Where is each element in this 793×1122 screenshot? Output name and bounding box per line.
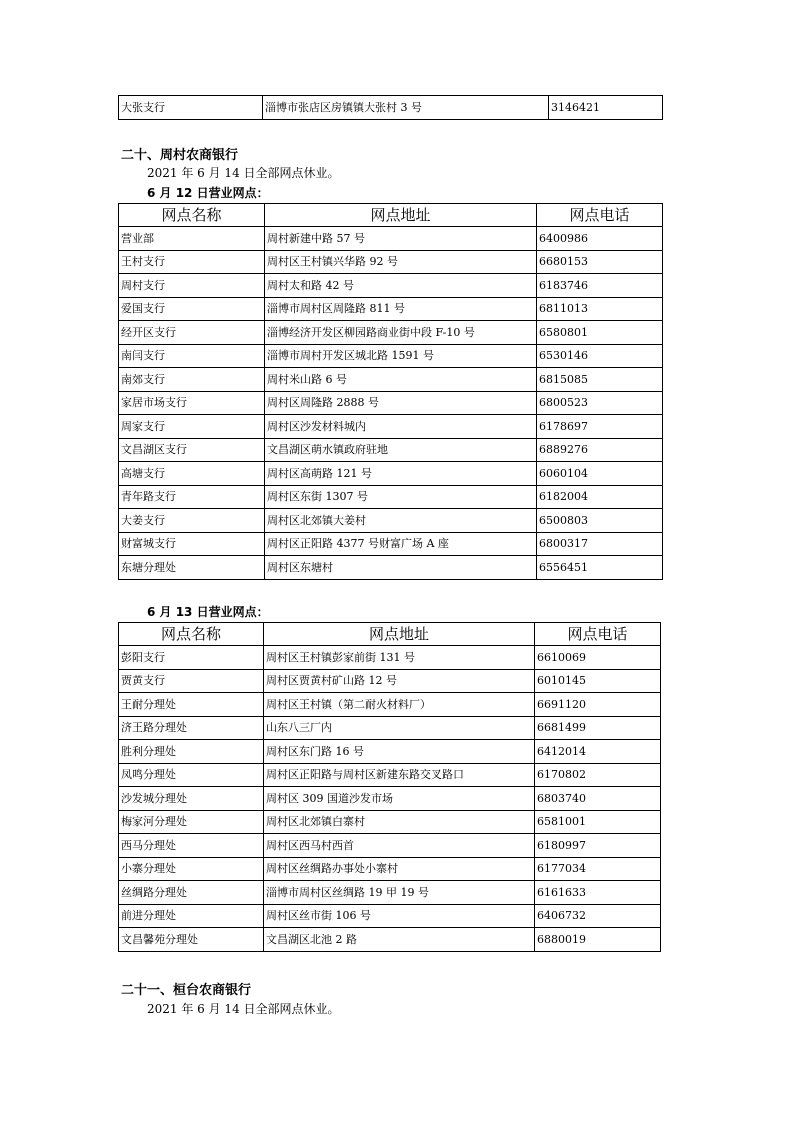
section-21-note: 2021 年 6 月 14 日全部网点休业。: [147, 1002, 340, 1016]
branch-phone: 6889276: [537, 438, 663, 462]
branch-address: 周村新建中路 57 号: [265, 227, 537, 251]
june13-subtitle: 6 月 13 日营业网点：: [147, 605, 269, 619]
branch-phone: 6681499: [535, 716, 661, 740]
branch-address: 周村区北郊镇大姜村: [265, 509, 537, 533]
branch-name: 爱国支行: [119, 297, 265, 321]
branch-phone: 6610069: [535, 646, 661, 670]
branch-address: 周村区周隆路 2888 号: [265, 391, 537, 415]
branch-name: 胜利分理处: [119, 740, 264, 764]
table-row: [119, 274, 663, 298]
june13-branch-table: [118, 622, 661, 952]
branch-phone: 6800523: [537, 391, 663, 415]
table-row: [119, 740, 661, 764]
june12-subtitle: 6 月 12 日营业网点：: [147, 186, 269, 200]
branch-name: 济王路分理处: [119, 716, 264, 740]
branch-name: 梅家河分理处: [119, 810, 264, 834]
table-row: [119, 250, 663, 274]
branch-phone: 6580801: [537, 321, 663, 345]
branch-name: 贾黄支行: [119, 669, 264, 693]
branch-name: 前进分理处: [119, 904, 264, 928]
branch-name: 文昌湖区支行: [119, 438, 265, 462]
branch-address: 周村区丝绸路办事处小寨村: [264, 857, 535, 881]
branch-address: 周村区王村镇彭家前街 131 号: [264, 646, 535, 670]
branch-address: 周村区 309 国道沙发市场: [264, 787, 535, 811]
branch-name: 家居市场支行: [119, 391, 265, 415]
branch-phone: 6170802: [535, 763, 661, 787]
column-header-name: 网点名称: [119, 623, 264, 646]
table-row: [119, 693, 661, 717]
branch-phone: 6581001: [535, 810, 661, 834]
table-row: [119, 763, 661, 787]
branch-address: 周村区东街 1307 号: [265, 485, 537, 509]
table-row: [119, 904, 661, 928]
section-20-heading: 二十、周村农商银行: [121, 148, 239, 163]
branch-phone: 6691120: [535, 693, 661, 717]
branch-address: 周村区高萌路 121 号: [265, 462, 537, 486]
table-row: [119, 881, 661, 905]
branch-phone: 6811013: [537, 297, 663, 321]
branch-name: 周村支行: [119, 274, 265, 298]
branch-phone: 6161633: [535, 881, 661, 905]
branch-name: 财富城支行: [119, 532, 265, 556]
branch-phone: 6182004: [537, 485, 663, 509]
branch-phone: 6500803: [537, 509, 663, 533]
table-row: [119, 462, 663, 486]
branch-phone: 6803740: [535, 787, 661, 811]
table-row: [119, 857, 661, 881]
branch-address: 文昌湖区北池 2 路: [264, 928, 535, 952]
column-header-address: 网点地址: [264, 623, 535, 646]
branch-phone: 6180997: [535, 834, 661, 858]
table-row: [119, 438, 663, 462]
branch-name: 大张支行: [119, 96, 263, 120]
branch-name: 南闫支行: [119, 344, 265, 368]
branch-phone: 6406732: [535, 904, 661, 928]
table-row: [119, 368, 663, 392]
branch-address: 周村区王村镇（第二耐火材料厂）: [264, 693, 535, 717]
branch-name: 西马分理处: [119, 834, 264, 858]
table-row: [119, 928, 661, 952]
top-table: [118, 95, 663, 120]
table-row: [119, 321, 663, 345]
table-row: [119, 509, 663, 533]
branch-name: 周家支行: [119, 415, 265, 439]
table-row: [119, 415, 663, 439]
branch-address: 周村太和路 42 号: [265, 274, 537, 298]
branch-phone: 6680153: [537, 250, 663, 274]
branch-phone: 6177034: [535, 857, 661, 881]
branch-address: 周村区贾黄村矿山路 12 号: [264, 669, 535, 693]
branch-address: 周村区丝市街 106 号: [264, 904, 535, 928]
table-row: [119, 810, 661, 834]
branch-phone: 3146421: [549, 96, 663, 120]
table-header-row: [119, 204, 663, 227]
branch-name: 大姜支行: [119, 509, 265, 533]
branch-phone: 6412014: [535, 740, 661, 764]
branch-name: 东塘分理处: [119, 556, 265, 580]
branch-name: 王耐分理处: [119, 693, 264, 717]
branch-address: 周村区西马村西首: [264, 834, 535, 858]
branch-address: 周村区东门路 16 号: [264, 740, 535, 764]
branch-name: 彭阳支行: [119, 646, 264, 670]
branch-phone: 6815085: [537, 368, 663, 392]
table-row: [119, 556, 663, 580]
table-row: [119, 532, 663, 556]
branch-name: 高塘支行: [119, 462, 265, 486]
table-row: [119, 96, 663, 120]
branch-phone: 6530146: [537, 344, 663, 368]
branch-name: 沙发城分理处: [119, 787, 264, 811]
branch-name: 小寨分理处: [119, 857, 264, 881]
table-row: [119, 227, 663, 251]
june12-branch-table: [118, 203, 663, 580]
table-row: [119, 834, 661, 858]
branch-address: 周村米山路 6 号: [265, 368, 537, 392]
branch-address: 淄博经济开发区柳园路商业街中段 F-10 号: [265, 321, 537, 345]
table-row: [119, 646, 661, 670]
table-row: [119, 669, 661, 693]
table-row: [119, 297, 663, 321]
branch-name: 王村支行: [119, 250, 265, 274]
branch-address: 淄博市周村区周隆路 811 号: [265, 297, 537, 321]
table-row: [119, 485, 663, 509]
branch-name: 南郊支行: [119, 368, 265, 392]
column-header-name: 网点名称: [119, 204, 265, 227]
branch-address: 周村区王村镇兴华路 92 号: [265, 250, 537, 274]
table-row: [119, 391, 663, 415]
branch-name: 文昌馨苑分理处: [119, 928, 264, 952]
branch-address: 周村区北郊镇白寨村: [264, 810, 535, 834]
branch-name: 青年路支行: [119, 485, 265, 509]
branch-address: 淄博市周村开发区城北路 1591 号: [265, 344, 537, 368]
branch-address: 周村区沙发材料城内: [265, 415, 537, 439]
branch-address: 淄博市周村区丝绸路 19 甲 19 号: [264, 881, 535, 905]
branch-name: 经开区支行: [119, 321, 265, 345]
branch-phone: 6880019: [535, 928, 661, 952]
branch-address: 淄博市张店区房镇镇大张村 3 号: [263, 96, 549, 120]
branch-address: 周村区正阳路 4377 号财富广场 A 座: [265, 532, 537, 556]
section-20-note: 2021 年 6 月 14 日全部网点休业。: [147, 166, 340, 180]
table-header-row: [119, 623, 661, 646]
branch-phone: 6400986: [537, 227, 663, 251]
branch-phone: 6800317: [537, 532, 663, 556]
table-row: [119, 344, 663, 368]
branch-name: 营业部: [119, 227, 265, 251]
branch-address: 山东八三厂内: [264, 716, 535, 740]
branch-phone: 6060104: [537, 462, 663, 486]
branch-phone: 6183746: [537, 274, 663, 298]
branch-phone: 6556451: [537, 556, 663, 580]
branch-name: 凤鸣分理处: [119, 763, 264, 787]
table-row: [119, 716, 661, 740]
table-row: [119, 787, 661, 811]
branch-phone: 6178697: [537, 415, 663, 439]
column-header-phone: 网点电话: [537, 204, 663, 227]
column-header-address: 网点地址: [265, 204, 537, 227]
column-header-phone: 网点电话: [535, 623, 661, 646]
section-21-heading: 二十一、桓台农商银行: [121, 983, 252, 998]
branch-address: 周村区正阳路与周村区新建东路交叉路口: [264, 763, 535, 787]
branch-name: 丝绸路分理处: [119, 881, 264, 905]
branch-address: 文昌湖区萌水镇政府驻地: [265, 438, 537, 462]
branch-address: 周村区东塘村: [265, 556, 537, 580]
branch-phone: 6010145: [535, 669, 661, 693]
